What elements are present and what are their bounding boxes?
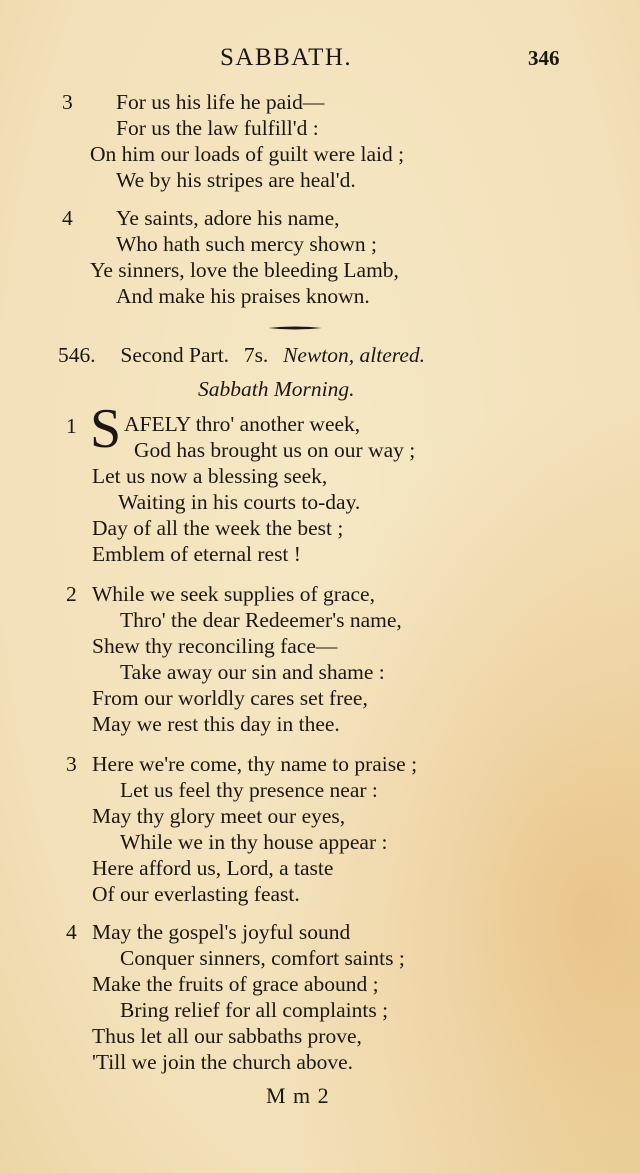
verse-line: God has brought us on our way ; [134,438,416,462]
verse-line: From our worldly cares set free, [92,686,368,710]
signature-mark: M m 2 [266,1083,330,1108]
verse-line: Here we're come, thy name to praise ; [92,752,418,776]
hymn-part: Second Part. [120,343,230,367]
verse-line: And make his praises known. [116,284,370,308]
verse-line: Who hath such mercy shown ; [116,232,377,256]
verse-number: 3 [66,752,77,776]
verse-line: May we rest this day in thee. [92,712,340,736]
running-head: SABBATH. [220,44,353,71]
verse-line: AFELY thro' another week, [124,412,361,436]
verse-line: We by his stripes are heal'd. [116,168,356,192]
verse-line: Let us now a blessing seek, [92,464,328,488]
page-number: 346 [528,46,560,70]
verse-line: Thus let all our sabbaths prove, [92,1024,362,1048]
verse-line: Bring relief for all complaints ; [120,998,389,1022]
hymn-author: Newton, altered. [283,343,425,367]
verse-line: Let us feel thy presence near : [120,778,378,802]
verse-line: 'Till we join the church above. [92,1050,354,1074]
verse-line: Make the fruits of grace abound ; [92,972,379,996]
verse-number: 3 [62,90,73,114]
hymn-heading [58,343,425,368]
hymn-subtitle: Sabbath Morning. [198,377,355,401]
verse-line: Waiting in his courts to-day. [118,490,361,514]
verse-line: Emblem of eternal rest ! [92,542,301,566]
verse-number: 4 [62,206,73,230]
verse-line: While we in thy house appear : [120,830,388,854]
verse-number: 1 [66,414,77,438]
ornamental-rule [268,326,322,330]
verse-line: May thy glory meet our eyes, [92,804,346,828]
verse-number: 2 [66,582,77,606]
hymn-meter: 7s. [243,343,269,367]
verse-line: Shew thy reconciling face— [92,634,338,658]
verse-line: May the gospel's joyful sound [92,920,351,944]
verse-line: Of our everlasting feast. [92,882,300,906]
drop-cap: S [90,398,122,460]
hymn-number: 546. [58,343,96,367]
verse-line: Day of all the week the best ; [92,516,344,540]
verse-line: For us his life he paid— [116,90,325,114]
verse-line: On him our loads of guilt were laid ; [90,142,405,166]
verse-line: Ye saints, adore his name, [116,206,340,230]
verse-line: Take away our sin and shame : [120,660,385,684]
verse-line: While we seek supplies of grace, [92,582,375,606]
verse-number: 4 [66,920,77,944]
verse-line: For us the law fulfill'd : [116,116,319,140]
verse-line: Ye sinners, love the bleeding Lamb, [90,258,399,282]
verse-line: Here afford us, Lord, a taste [92,856,334,880]
verse-line: Conquer sinners, comfort saints ; [120,946,405,970]
verse-line: Thro' the dear Redeemer's name, [120,608,402,632]
